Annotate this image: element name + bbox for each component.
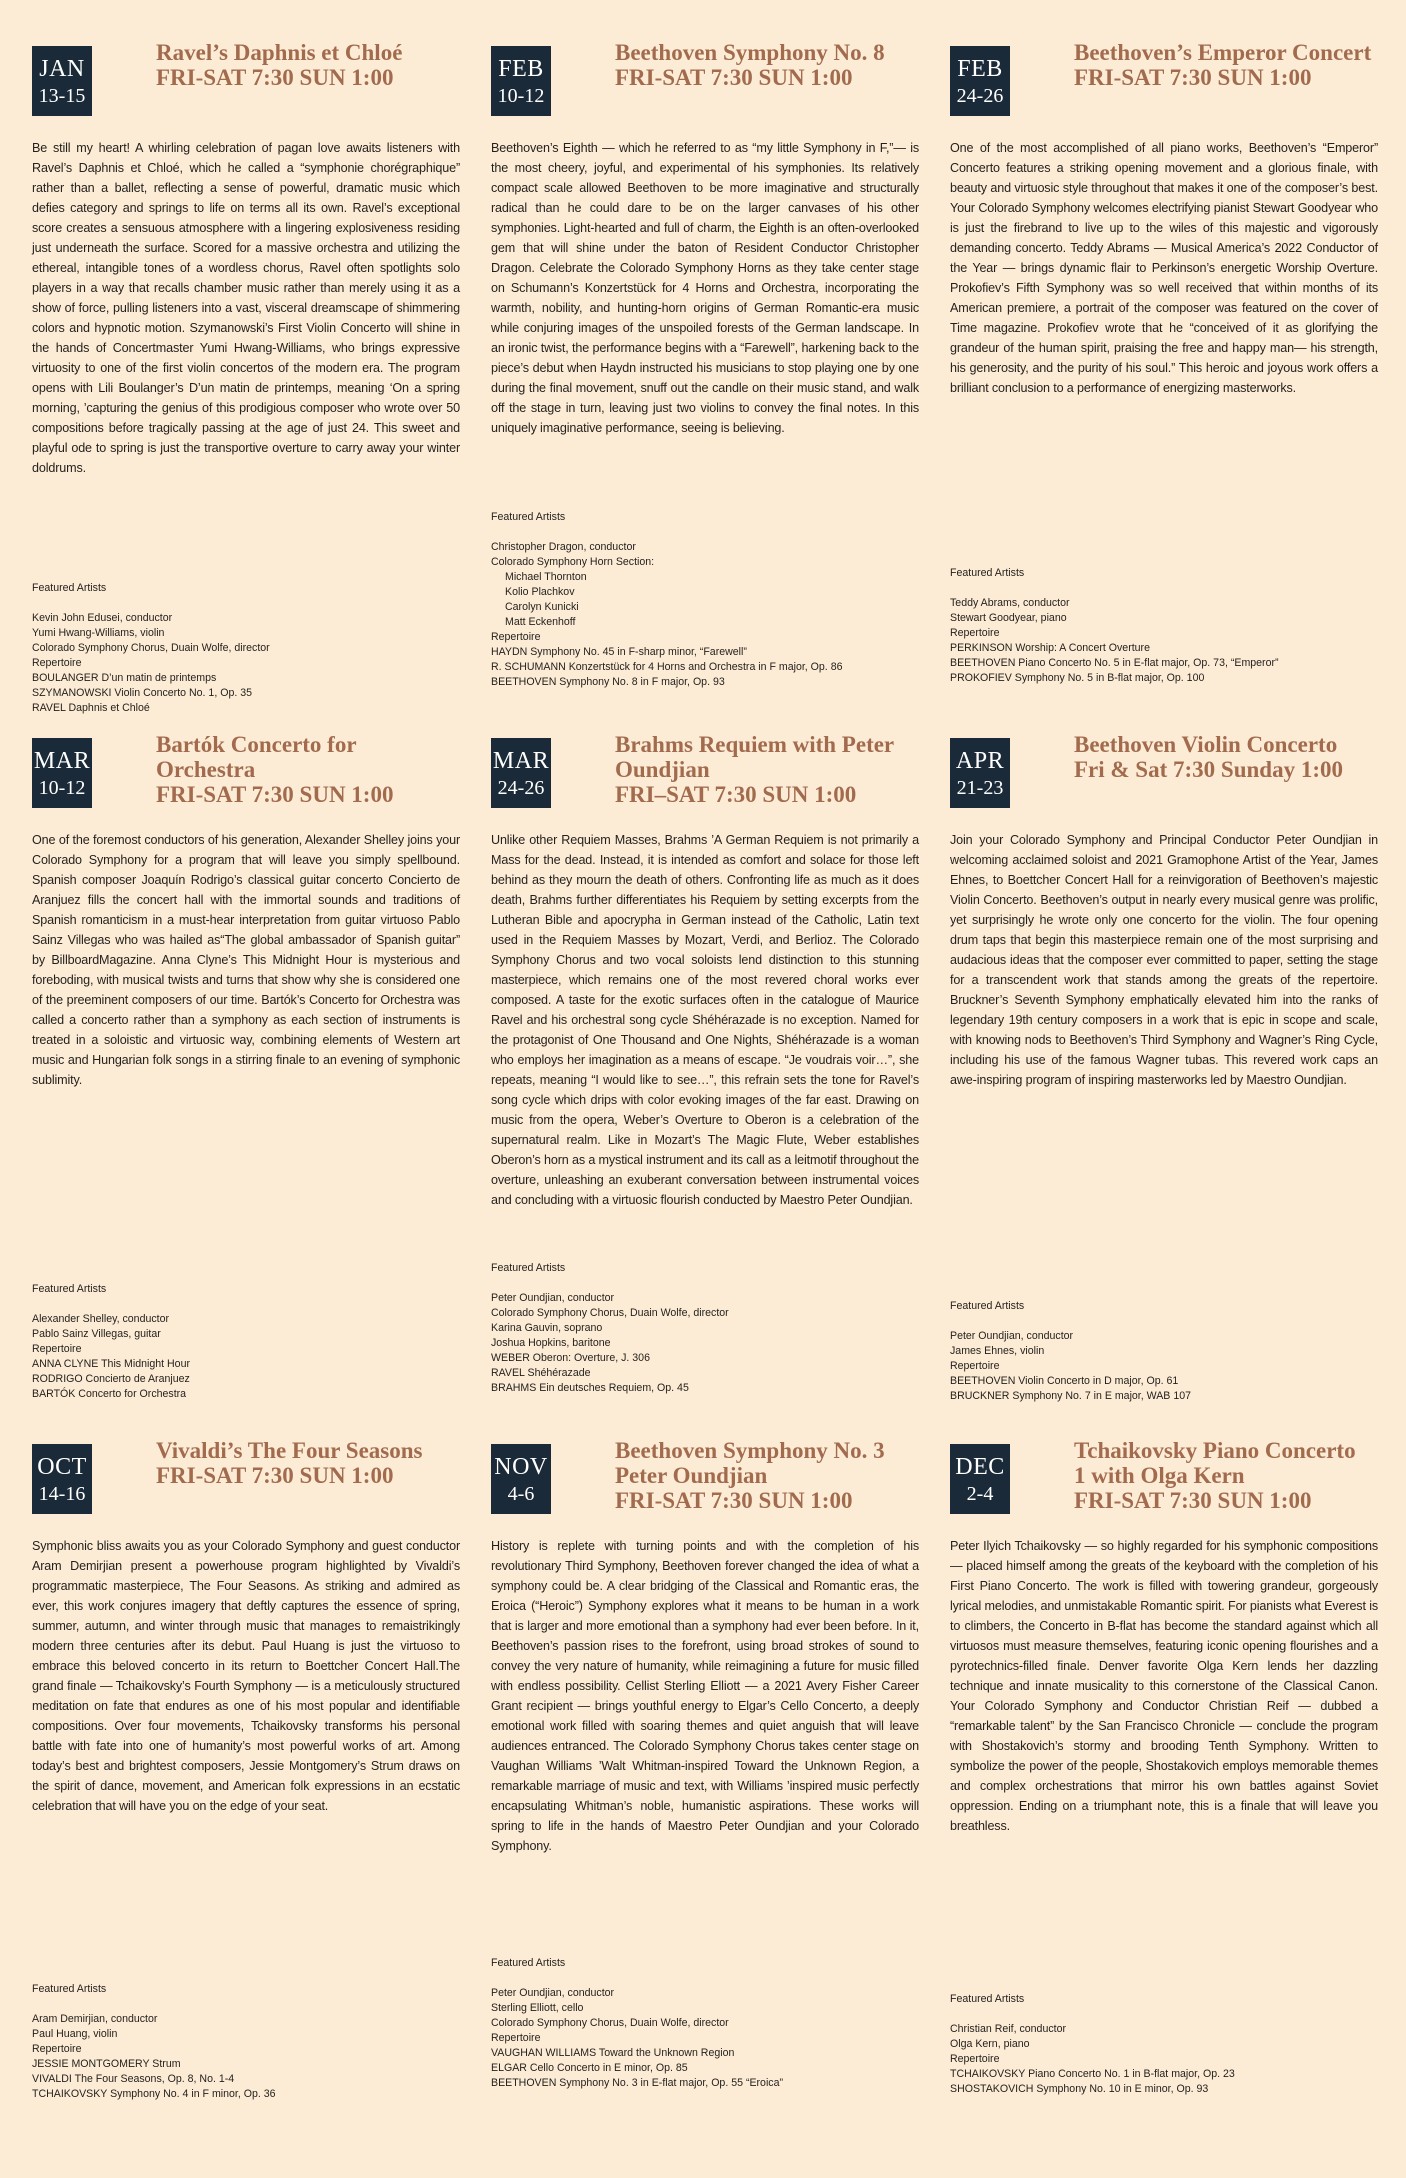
concert-times: FRI-SAT 7:30 SUN 1:00 bbox=[615, 65, 853, 90]
artist-line: Christopher Dragon, conductor bbox=[491, 541, 636, 553]
date-badge bbox=[32, 46, 92, 116]
artist-line: Joshua Hopkins, baritone bbox=[491, 1337, 611, 1349]
concert-times: FRI-SAT 7:30 SUN 1:00 bbox=[1074, 65, 1312, 90]
concert-description: One of the most accomplished of all piano works, Beethoven’s “Emperor” Concerto features a striking opening movement and a glorious finale, with beauty and virtuosic style throughout that makes it one of the composer’s best. Your Colorado Symphony welcomes electrifying pianist Stewart Goodyear who is just the firebrand to live up to the wiles of this majestic and vigorously demanding concerto. Teddy Abrams — Musical America’s 2022 Conductor of the Year — brings dynamic flair to Perkinson’s energetic Worship Overture. Prokofiev’s Fifth Symphony was so well received that within months of its American premiere, a portrait of the composer was featured on the cover of Time magazine. Prokofiev wrote that he “conceived of it as glorifying the grandeur of the human spirit, praising the free and happy man— his strength, his generosity, and the purity of his soul.” This heroic and joyous work offers a brilliant conclusion to a performance of energizing masterworks. bbox=[950, 141, 1378, 395]
concert-card bbox=[32, 732, 460, 1438]
artist-line: Repertoire bbox=[950, 1360, 1000, 1372]
artist-line: BRAHMS Ein deutsches Requiem, Op. 45 bbox=[491, 1382, 689, 1394]
date-month: FEB bbox=[498, 55, 544, 82]
date-month: FEB bbox=[957, 55, 1003, 82]
concert-header bbox=[491, 40, 919, 144]
artist-line: VIVALDI The Four Seasons, Op. 8, No. 1-4 bbox=[32, 2073, 235, 2085]
date-month: NOV bbox=[494, 1453, 548, 1480]
concert-header bbox=[950, 40, 1378, 144]
date-days: 21-23 bbox=[956, 776, 1004, 799]
concert-header bbox=[32, 40, 460, 144]
date-month: JAN bbox=[39, 55, 85, 82]
concert-description: One of the foremost conductors of his generation, Alexander Shelley joins your Colorado Symphony for a program that will leave you simply spellbound. Spanish composer Joaquín Rodrigo’s classical guitar concerto Concierto de Aranjuez fills the concert hall with the immortal sounds and traditions of Spanish romanticism in a must-hear interpretation from guitar virtuoso Pablo Sainz Villegas who was hailed as“The global ambassador of Spanish guitar” by BillboardMagazine. Anna Clyne’s This Midnight Hour is mysterious and foreboding, with musical twists and turns that show why she is considered one of the preeminent composers of our time. Bartók’s Concerto for Orchestra was called a concerto rather than a symphony as each section of instruments is treated in a soloistic and virtuosic way, combining elements of Western art music and Hungarian folk songs in a stirring finale to an evening of symphonic sublimity. bbox=[32, 833, 460, 1087]
concert-title: Bartók Concerto for Orchestra bbox=[156, 732, 357, 782]
artist-line: Peter Oundjian, conductor bbox=[491, 1987, 615, 1999]
artist-line: SZYMANOWSKI Violin Concerto No. 1, Op. 35 bbox=[32, 687, 253, 699]
date-days: 14-16 bbox=[38, 1482, 86, 1505]
concert-times: FRI-SAT 7:30 SUN 1:00 bbox=[1074, 1488, 1312, 1513]
concert-card bbox=[950, 732, 1378, 1438]
concert-title-block bbox=[615, 732, 894, 807]
artist-line: BEETHOVEN Piano Concerto No. 5 in E-flat major, Op. 73, “Emperor” bbox=[950, 657, 1279, 669]
artist-line: R. SCHUMANN Konzertstück for 4 Horns and Orchestra in F major, Op. 86 bbox=[491, 661, 843, 673]
concert-header bbox=[950, 1438, 1378, 1542]
concert-title: 1 with Olga Kern bbox=[1074, 1463, 1245, 1488]
concert-times: FRI-SAT 7:30 SUN 1:00 bbox=[156, 782, 394, 807]
featured-artists bbox=[491, 1956, 783, 2091]
artist-line: Olga Kern, piano bbox=[950, 2038, 1030, 2050]
artist-line: Colorado Symphony Chorus, Duain Wolfe, director bbox=[32, 642, 270, 654]
artist-line: BEETHOVEN Violin Concerto in D major, Op. 61 bbox=[950, 1375, 1179, 1387]
artist-line: Repertoire bbox=[491, 2032, 541, 2044]
concert-description: Join your Colorado Symphony and Principal Conductor Peter Oundjian in welcoming acclaimed soloist and 2021 Gramophone Artist of the Year, James Ehnes, to Boettcher Concert Hall for a reinvigoration of Beethoven’s majestic Violin Concerto. Beethoven’s output in nearly every musical genre was prolific, yet surprisingly he wrote only one concerto for the violin. The four opening drum taps that begin this masterpiece remain one of the most surprising and audacious ideas that the composer ever committed to paper, setting the stage for a transcendent work that stands among the greats of the repertoire. Bruckner’s Seventh Symphony emphatically elevated him into the ranks of legendary 19th century composers in a work that is epic in scope and scale, with knowing nods to Beethoven’s Third Symphony and Wagner’s Ring Cycle, including his use of the famous Wagner tubas. This revered work caps an awe-inspiring program of inspiring masterworks led by Maestro Oundjian. bbox=[950, 833, 1378, 1087]
concert-description: Unlike other Requiem Masses, Brahms ’A German Requiem is not primarily a Mass for the dead. Instead, it is intended as comfort and solace for those left behind as they mourn the death of others. Confronting life as much as it does death, Brahms further differentiates his Requiem by setting excerpts from the Lutheran Bible and apocrypha in German instead of the Catholic, Latin text used in the Requiem Masses by Mozart, Verdi, and Berlioz. The Colorado Symphony Chorus and two vocal soloists lend distinction to this stunning masterpiece, which remains one of the most revered choral works ever composed. A taste for the exotic surfaces often in the catalogue of Maurice Ravel and his orchestral song cycle Shéhérazade is no exception. Named for the protagonist of One Thousand and One Nights, Shéhérazade is a woman who employs her imagination as a means of escape. “Je voudrais voir…”, she repeats, meaning “I would like to see…”, this refrain sets the tone for Ravel’s song cycle which drips with color evoking images of the far east. Drawing on music from the opera, Weber’s Overture to Oberon is a celebration of the supernatural realm. Like in Mozart’s The Magic Flute, Weber establishes Oberon’s horn as a mystical instrument and its call as a leitmotif throughout the overture, unleashing an exuberant conversation between instrumental voices and concluding with a virtuosic flourish conducted by Maestro Peter Oundjian. bbox=[491, 833, 919, 1207]
date-month: DEC bbox=[955, 1453, 1005, 1480]
artist-line: Christian Reif, conductor bbox=[950, 2023, 1066, 2035]
artist-line: VAUGHAN WILLIAMS Toward the Unknown Region bbox=[491, 2047, 735, 2059]
concert-title-block bbox=[615, 1438, 885, 1513]
concert-header bbox=[491, 1438, 919, 1542]
concert-card bbox=[32, 1438, 460, 2118]
artist-line: Paul Huang, violin bbox=[32, 2028, 118, 2040]
date-badge bbox=[491, 46, 551, 116]
artist-line: Stewart Goodyear, piano bbox=[950, 612, 1067, 624]
artist-line: Aram Demirjian, conductor bbox=[32, 2013, 158, 2025]
concert-title-block bbox=[1074, 732, 1343, 782]
artist-line: HAYDN Symphony No. 45 in F-sharp minor, “Farewell” bbox=[491, 646, 747, 658]
featured-artists-label: Featured Artists bbox=[32, 1983, 107, 1995]
featured-artists bbox=[950, 566, 1279, 686]
artist-line: Repertoire bbox=[32, 657, 82, 669]
concert-title: Beethoven Symphony No. 8 bbox=[615, 40, 885, 65]
date-days: 10-12 bbox=[497, 84, 545, 107]
concert-card bbox=[491, 40, 919, 732]
concert-title: Oundjian bbox=[615, 757, 710, 782]
date-days: 24-26 bbox=[497, 776, 545, 799]
artist-line: Colorado Symphony Chorus, Duain Wolfe, director bbox=[491, 2017, 729, 2029]
artist-line: James Ehnes, violin bbox=[950, 1345, 1045, 1357]
artist-line: Karina Gauvin, soprano bbox=[491, 1322, 603, 1334]
date-days: 13-15 bbox=[38, 84, 86, 107]
featured-artists-label: Featured Artists bbox=[491, 1957, 566, 1969]
concert-title-block bbox=[156, 732, 460, 807]
artist-line: Michael Thornton bbox=[505, 571, 587, 583]
date-days: 24-26 bbox=[956, 84, 1004, 107]
artist-line: Peter Oundjian, conductor bbox=[491, 1292, 615, 1304]
artist-line: BARTÓK Concerto for Orchestra bbox=[32, 1388, 187, 1400]
date-badge bbox=[950, 46, 1010, 116]
date-month: APR bbox=[955, 747, 1005, 774]
artist-line: Repertoire bbox=[950, 627, 1000, 639]
artist-line: BOULANGER D’un matin de printemps bbox=[32, 672, 217, 684]
date-days: 10-12 bbox=[38, 776, 86, 799]
date-badge bbox=[950, 738, 1010, 808]
date-month: MAR bbox=[33, 747, 91, 774]
concert-title: Ravel’s Daphnis et Chloé bbox=[156, 40, 403, 65]
artist-line: BEETHOVEN Symphony No. 8 in F major, Op. 93 bbox=[491, 676, 725, 688]
concert-description: Beethoven’s Eighth — which he referred to as “my little Symphony in F,”— is the most cheery, joyful, and experimental of his symphonies. Its relatively compact scale allowed Beethoven to be more imaginative and structurally radical than he could dare to be on the larger canvases of his other symphonies. Light-hearted and full of charm, the Eighth is an often-overlooked gem that will shine under the baton of Resident Conductor Christopher Dragon. Celebrate the Colorado Symphony Horns as they take center stage on Schumann’s Konzertstück for 4 Horns and Orchestra, incorporating the warmth, nobility, and hunting-horn origins of German Romantic-era music while conjuring images of the unspoiled forests of the German landscape. In an ironic twist, the performance begins with a “Farewell”, harkening back to the piece’s debut when Haydn instructed his musicians to stop playing one by one during the final movement, snuff out the candle on their music stand, and walk off the stage in turn, leaving just two violins to convey the final notes. In this uniquely imaginative performance, seeing is believing. bbox=[491, 141, 919, 435]
artist-line: PROKOFIEV Symphony No. 5 in B-flat major, Op. 100 bbox=[950, 672, 1205, 684]
concert-times: Fri & Sat 7:30 Sunday 1:00 bbox=[1074, 757, 1343, 782]
artist-line: RAVEL Daphnis et Chloé bbox=[32, 702, 150, 714]
concert-title-block bbox=[615, 40, 885, 90]
artist-line: Alexander Shelley, conductor bbox=[32, 1313, 170, 1325]
concert-description: Symphonic bliss awaits you as your Colorado Symphony and guest conductor Aram Demirjian present a powerhouse program highlighted by Vivaldi’s programmatic masterpiece, The Four Seasons. As striking and admired as ever, this work conjures imagery that deftly captures the essence of spring, summer, autumn, and winter through music that manages to remaistrikingly modern three centuries after its debut. Paul Huang is just the virtuoso to embrace this beloved concerto in its return to Boettcher Concert Hall.The grand finale — Tchaikovsky’s Fourth Symphony — is a meticulously structured meditation on fate that endures as one of his most popular and identifiable compositions. Over four movements, Tchaikovsky transforms his personal battle with fate into one of humanity’s most powerful works of art. Among today’s best and brightest composers, Jessie Montgomery’s Strum draws on the spirit of dance, movement, and American folk expressions in an ecstatic celebration that will have you on the edge of your seat. bbox=[32, 1539, 460, 1813]
concert-title-block bbox=[1074, 40, 1371, 90]
artist-line: TCHAIKOVSKY Piano Concerto No. 1 in B-flat major, Op. 23 bbox=[950, 2068, 1235, 2080]
concert-header bbox=[32, 732, 460, 836]
artist-line: Matt Eckenhoff bbox=[505, 616, 576, 628]
concert-times: FRI-SAT 7:30 SUN 1:00 bbox=[156, 65, 394, 90]
artist-line: Teddy Abrams, conductor bbox=[950, 597, 1070, 609]
date-badge bbox=[491, 1444, 551, 1514]
artist-line: Colorado Symphony Horn Section: bbox=[491, 556, 655, 568]
artist-line: Yumi Hwang-Williams, violin bbox=[32, 627, 165, 639]
date-badge bbox=[32, 1444, 92, 1514]
concert-grid bbox=[32, 40, 1378, 2118]
concert-header bbox=[32, 1438, 460, 1542]
featured-artists-label: Featured Artists bbox=[491, 511, 566, 523]
featured-artists bbox=[491, 1261, 729, 1396]
date-badge bbox=[491, 738, 551, 808]
date-badge bbox=[32, 738, 92, 808]
featured-artists-label: Featured Artists bbox=[32, 582, 107, 594]
concert-header bbox=[491, 732, 919, 836]
date-days: 2-4 bbox=[966, 1482, 994, 1505]
artist-line: Repertoire bbox=[32, 2043, 82, 2055]
concert-title: Vivaldi’s The Four Seasons bbox=[156, 1438, 423, 1463]
featured-artists-label: Featured Artists bbox=[950, 567, 1025, 579]
concert-title: Peter Oundjian bbox=[615, 1463, 768, 1488]
featured-artists-label: Featured Artists bbox=[950, 1993, 1025, 2005]
concert-card bbox=[950, 40, 1378, 732]
featured-artists bbox=[950, 1992, 1235, 2097]
concert-card bbox=[491, 1438, 919, 2118]
concert-card bbox=[491, 732, 919, 1438]
featured-artists-label: Featured Artists bbox=[950, 1300, 1025, 1312]
concert-title-block bbox=[1074, 1438, 1356, 1513]
artist-line: ANNA CLYNE This Midnight Hour bbox=[32, 1358, 190, 1370]
featured-artists bbox=[491, 510, 842, 690]
concert-title: Brahms Requiem with Peter bbox=[615, 732, 895, 757]
date-month: MAR bbox=[492, 747, 550, 774]
artist-line: RODRIGO Concierto de Aranjuez bbox=[32, 1373, 190, 1385]
artist-line: Peter Oundjian, conductor bbox=[950, 1330, 1074, 1342]
featured-artists-label: Featured Artists bbox=[491, 1262, 566, 1274]
artist-line: Carolyn Kunicki bbox=[505, 601, 579, 613]
date-badge bbox=[950, 1444, 1010, 1514]
artist-line: Sterling Elliott, cello bbox=[491, 2002, 584, 2014]
artist-line: Repertoire bbox=[491, 631, 541, 643]
artist-line: JESSIE MONTGOMERY Strum bbox=[32, 2058, 181, 2070]
concert-description: Peter Ilyich Tchaikovsky — so highly regarded for his symphonic compositions — placed himself among the greats of the keyboard with the completion of his First Piano Concerto. The work is filled with towering grandeur, gorgeously lyrical melodies, and unmistakable Romantic spirit. For pianists what Everest is to climbers, the Concerto in B-flat has become the standard against which all virtuosos must measure themselves, featuring iconic opening flourishes and a pyrotechnics-filled finale. Denver favorite Olga Kern lends her dazzling technique and innate musicality to this cornerstone of the Classical Canon. Your Colorado Symphony and Conductor Christian Reif — dubbed a “remarkable talent” by the San Francisco Chronicle — conclude the program with Shostakovich’s stormy and brooding Tenth Symphony. Written to symbolize the power of the people, Shostakovich employs memorable themes and complex orchestrations that mirror his own battles against Soviet oppression. Ending on a triumphant note, this is a finale that will leave you breathless. bbox=[950, 1539, 1378, 1833]
artist-line: Colorado Symphony Chorus, Duain Wolfe, director bbox=[491, 1307, 729, 1319]
concert-times: FRI-SAT 7:30 SUN 1:00 bbox=[615, 1488, 853, 1513]
concert-title: Beethoven Symphony No. 3 bbox=[615, 1438, 885, 1463]
featured-artists bbox=[32, 581, 270, 716]
concert-card bbox=[32, 40, 460, 732]
artist-line: PERKINSON Worship: A Concert Overture bbox=[950, 642, 1150, 654]
artist-line: Kolio Plachkov bbox=[505, 586, 575, 598]
date-days: 4-6 bbox=[507, 1482, 535, 1505]
concert-title: Tchaikovsky Piano Concerto bbox=[1074, 1438, 1356, 1463]
artist-line: BRUCKNER Symphony No. 7 in E major, WAB 107 bbox=[950, 1390, 1191, 1402]
artist-line: Kevin John Edusei, conductor bbox=[32, 612, 173, 624]
concert-header bbox=[950, 732, 1378, 836]
artist-line: TCHAIKOVSKY Symphony No. 4 in F minor, Op. 36 bbox=[32, 2088, 276, 2100]
concert-description: Be still my heart! A whirling celebration of pagan love awaits listeners with Ravel’s Daphnis et Chloé, which he called a “symphonie chorégraphique” rather than a ballet, reflecting a sense of powerful, dramatic music which defies category and springs to life on terms all its own. Ravel’s exceptional score creates a sensuous atmosphere with a lingering explosiveness residing just underneath the surface. Scored for a massive orchestra and utilizing the ethereal, intangible tones of a wordless chorus, Ravel often spotlights solo players in a way that recalls chamber music rather than merely using it as a show of force, pulling listeners into a vast, visceral dreamscape of shimmering colors and hypnotic motion. Szymanowski’s First Violin Concerto will shine in the hands of Concertmaster Yumi Hwang-Williams, who brings expressive virtuosity to one of the first violin concertos of the modern era. The program opens with Lili Boulanger’s D’un matin de printemps, meaning ‘On a spring morning, ’capturing the genius of this prodigious composer who wrote over 50 compositions before tragically passing at the age of just 24. This sweet and playful ode to spring is just the transportive overture to carry away your winter doldrums. bbox=[32, 141, 460, 475]
featured-artists bbox=[950, 1299, 1191, 1404]
concert-description: History is replete with turning points and with the completion of his revolutionary Third Symphony, Beethoven forever changed the idea of what a symphony could be. A clear bridging of the Classical and Romantic eras, the Eroica (“Heroic”) Symphony explores what it means to be human in a work that is larger and more emotional than a symphony had ever been before. In it, Beethoven’s passion rises to the forefront, using broad strokes of sound to convey the very nature of humanity, while reimagining a future for music filled with endless possibility. Cellist Sterling Elliott — a 2021 Avery Fisher Career Grant recipient — brings youthful energy to Elgar’s Cello Concerto, a deeply emotional work filled with soaring themes and quiet anguish that will leave audiences entranced. The Colorado Symphony Chorus takes center stage on Vaughan Williams ’Walt Whitman-inspired Toward the Unknown Region, a remarkable marriage of music and text, with Williams ’inspired music perfectly encapsulating Whitman’s noble, humanistic aspirations. These works will spring to life in the hands of Maestro Peter Oundjian and your Colorado Symphony. bbox=[491, 1539, 919, 1853]
concert-times: FRI-SAT 7:30 SUN 1:00 bbox=[156, 1463, 394, 1488]
artist-line: RAVEL Shéhérazade bbox=[491, 1367, 591, 1379]
concert-title-block bbox=[156, 1438, 422, 1488]
date-month: OCT bbox=[37, 1453, 87, 1480]
concert-title: Beethoven’s Emperor Concert bbox=[1074, 40, 1372, 65]
artist-line: SHOSTAKOVICH Symphony No. 10 in E minor, Op. 93 bbox=[950, 2083, 1209, 2095]
artist-line: Repertoire bbox=[32, 1343, 82, 1355]
artist-line: ELGAR Cello Concerto in E minor, Op. 85 bbox=[491, 2062, 688, 2074]
concert-times: FRI–SAT 7:30 SUN 1:00 bbox=[615, 782, 857, 807]
concert-title-block bbox=[156, 40, 402, 90]
featured-artists-label: Featured Artists bbox=[32, 1283, 107, 1295]
concert-title: Beethoven Violin Concerto bbox=[1074, 732, 1338, 757]
artist-line: Pablo Sainz Villegas, guitar bbox=[32, 1328, 161, 1340]
artist-line: WEBER Oberon: Overture, J. 306 bbox=[491, 1352, 650, 1364]
artist-line: Repertoire bbox=[950, 2053, 1000, 2065]
featured-artists bbox=[32, 1982, 276, 2102]
concert-card bbox=[950, 1438, 1378, 2118]
featured-artists bbox=[32, 1282, 190, 1402]
artist-line: BEETHOVEN Symphony No. 3 in E-flat major, Op. 55 “Eroica” bbox=[491, 2077, 784, 2089]
